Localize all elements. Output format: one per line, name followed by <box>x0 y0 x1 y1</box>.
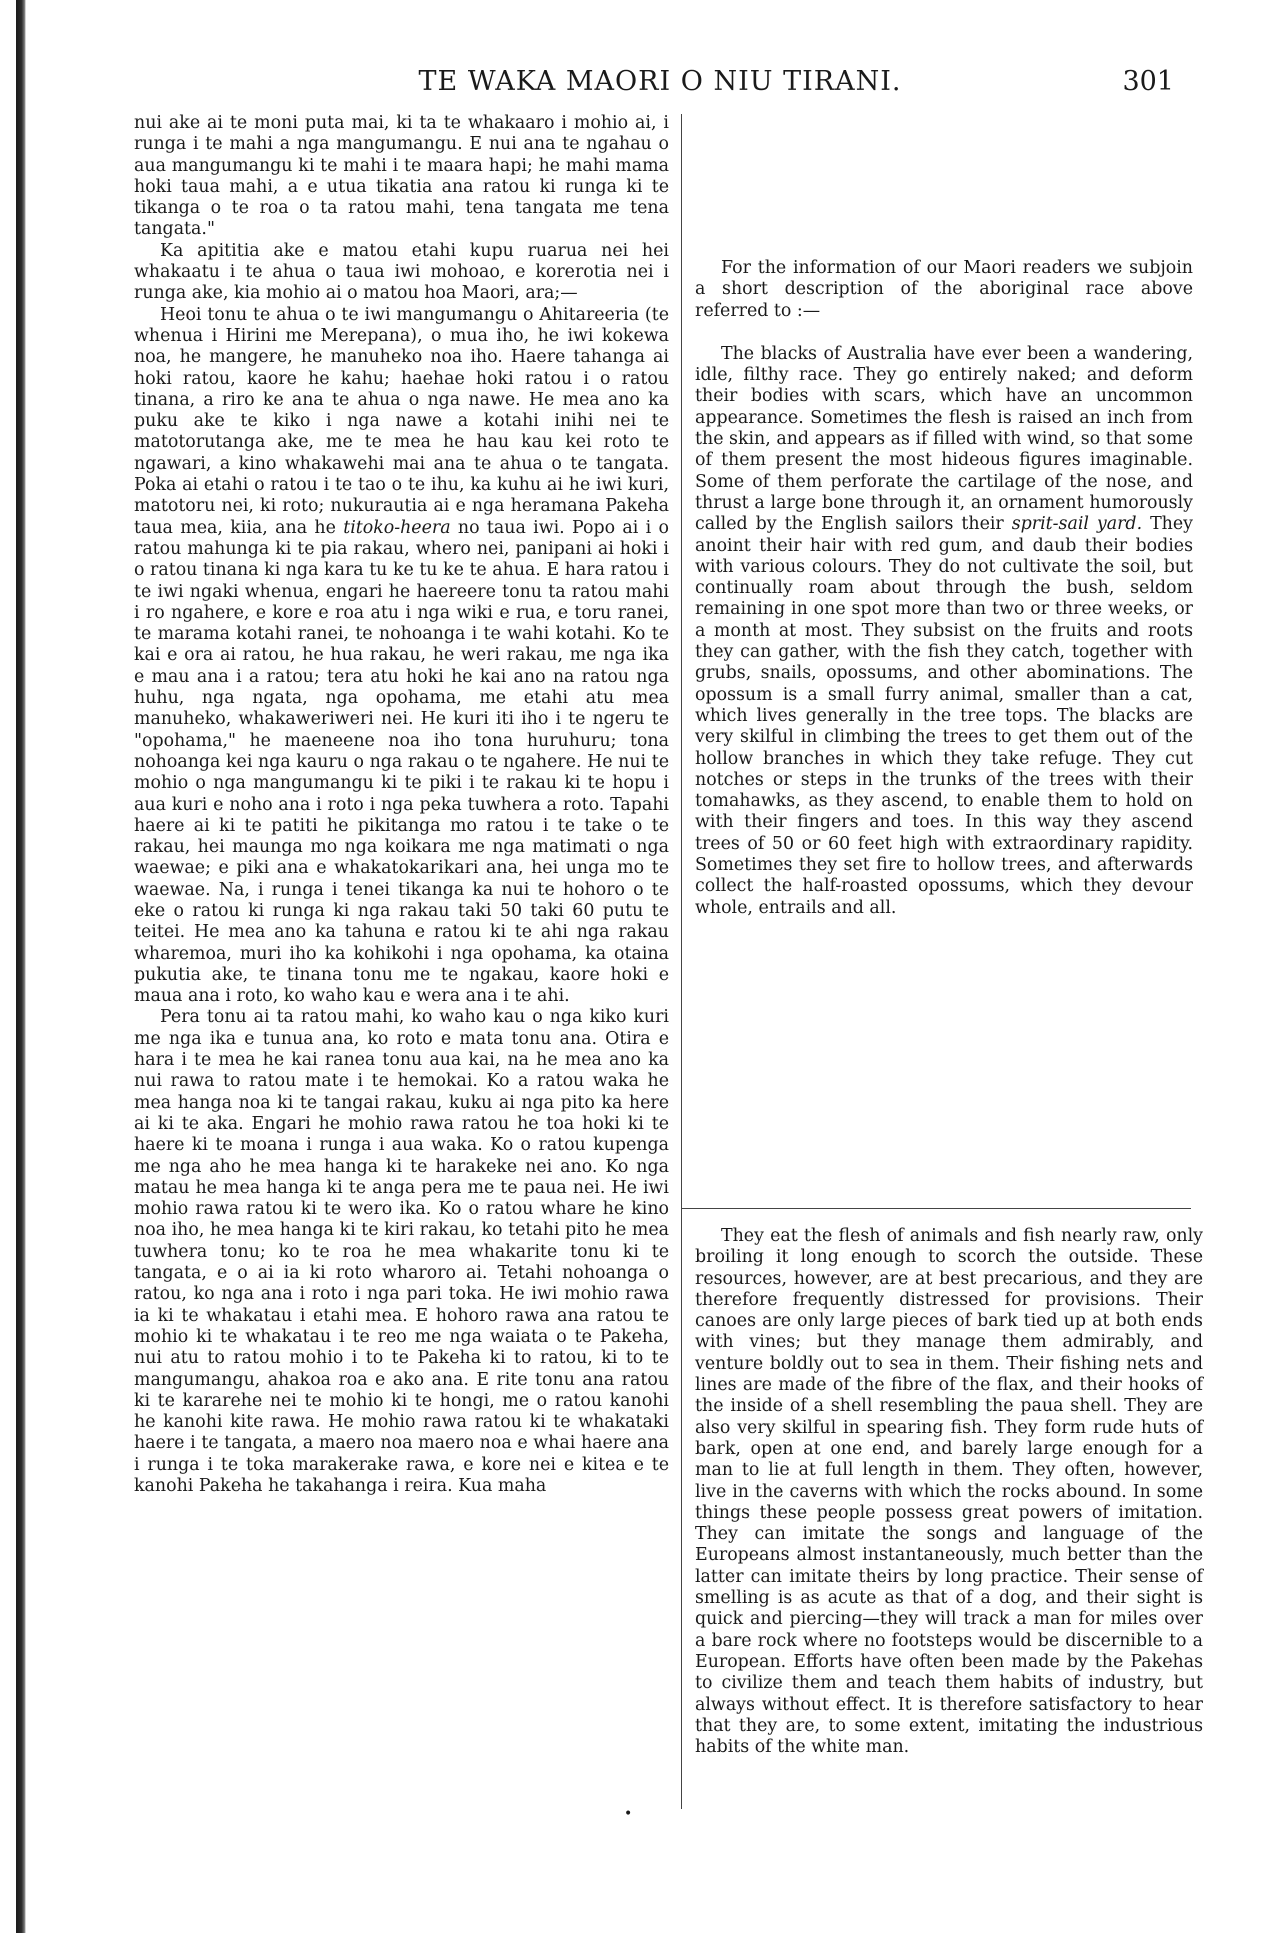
english-paragraph-2: They eat the flesh of animals and fish nearly raw, only broiling it long enough to scorch the outside. These resources, however, are at best precarious, and they are therefore frequently distressed for provisions. Their canoes are only large pieces of bark tied up at both ends with vines; but they manage them admirably, and venture boldly out to sea in them. Their fishing nets and lines are made of the fibre of the flax, and their hooks of the inside of a shell resembling the paua shell. They are also very skilful in spearing fish. They form rude huts of bark, open at one end, and barely large enough for a man to lie at full length in them. They often, however, live in the caverns with which the rocks abound. In some things these people possess great powers of imitation. They can imitate the songs and language of the Europeans almost instantaneously, much better than the latter can imitate theirs by long practice. Their sense of smelling is as acute as that of a dog, and their sight is quick and piercing—they will track a man for miles over a bare rock where no footsteps would be discernible to a European. Efforts have often been made by the Pakehas to civilize them and teach them habits of industry, but always without effect. It is therefore satisfactory to hear that they are, to some extent, imitating the industrious habits of the white man. <box>695 1226 1203 1758</box>
maori-paragraph-2: Ka apititia ake e matou etahi kupu ruarua nei hei whakaatu i te ahua o taua iwi mohoao, e korerotia nei i runga ake, kia mohio ai o matou hoa Maori, ara;— <box>134 240 669 304</box>
maori-paragraph-3-part-a: Heoi tonu te ahua o te iwi mangumangu o Ahitareeria (te whenua i Hirini me Merepana), o mua iho, he iwi kokewa noa, he mangere, he manuheko noa iho. Haere tahanga ai hoki ratou, kaore he kahu; haehae hoki ratou i o ratou tinana, a riro ke ana te ahua o nga nawe. He mea ano ka puku ake te kiko i nga nawe a kotahi inihi nei te matotorutanga ake, me te mea he hau kau kei roto te ngawari, a kino whakawehi mai ana te ahua o te tangata. Poka ai etahi o ratou i te tao o te ihu, ka kuhu ai he iwi kuri, matotoru nei, ki roto; nukurautia ai e nga heramana Pakeha taua mea, kiia, ana he <box>134 304 669 538</box>
page-number: 301 <box>1122 66 1174 97</box>
english-paragraph-1-part-a: The blacks of Australia have ever been a wandering, idle, filthy race. They go entirely naked; and deform their bodies with scars, which have an uncommon appearance. Sometimes the flesh is raised an inch from the skin, and appears as if filled with wind, so that some of them present the most hideous figures imaginable. Some of them perforate the cartilage of the nose, and thrust a large bone through it, an ornament humorously called by the English sailors their <box>695 343 1193 535</box>
journal-title: TE WAKA MAORI O NIU TIRANI. <box>418 66 902 97</box>
maori-paragraph-4: Pera tonu ai ta ratou mahi, ko waho kau o nga kiko kuri me nga ika e tunua ana, ko roto e mata tonu ana. Otira e hara i te mea he kai ranea tonu aua kai, na he mea ano ka nui rawa to ratou mate i te hemokai. Ko a ratou waka he mea hanga noa ki te tangai rakau, kuku ai nga pito ka here ai ki te aka. Engari he mohio rawa ratou he toa hoki ki te haere ki te moana i runga i aua waka. Ko o ratou kupenga me nga aho he mea hanga ki te harakeke nei ano. Ko nga matau he mea hanga ki te anga pera me te paua nei. He iwi mohio rawa ratou ki te wero ika. Ko o ratou whare he kino noa iho, he mea hanga ki te kiri rakau, ko tetahi pito he mea tuwhera tonu; ko te roa he mea whakarite tonu ki te tangata, e o ai ia ki roto wharoro ai. Tetahi nohoanga o ratou, ko nga ana i roto i nga pari toka. He iwi mohio rawa ia ki te whakatau i etahi mea. E hohoro rawa ana ratou te mohio ki te whakatau i te reo me nga waiata o te Pakeha, nui atu to ratou mohio i to te Pakeha ki to ratou, ki to te mangumangu, ahakoa roa e ako ana. E rite tonu ana ratou ki te kararehe nei te mohio ki te hongi, me o ratou kanohi he kanohi kite rawa. He mohio rawa ratou ki te whakataki haere i te tangata, a maero noa maero noa e whai haere ana i runga i te toka marakerake rawa, e kore nei e kitea e te kanohi Pakeha he takahanga i reira. Kua maha <box>134 1007 669 1496</box>
scan-edge-shadow <box>16 0 26 1933</box>
column-divider <box>681 114 682 1809</box>
maori-paragraph-1: nui ake ai te moni puta mai, ki ta te whakaaro i mohio ai, i runga i te mahi a nga mangumangu. E nui ana te ngahau o aua mangumangu ki te mahi i te maara hapi; he mahi mama hoki taua mahi, a e utua tikatia ana ratou ki runga ki te tikanga o te roa o ta ratou mahi, tena tangata me tena tangata." <box>134 113 669 240</box>
maori-paragraph-3 <box>134 305 669 1008</box>
english-italic-term: sprit-sail yard. <box>1011 514 1143 535</box>
section-divider <box>681 1208 1191 1209</box>
english-paragraph-1-part-b: They anoint their hair with red gum, and daub their bodies with various colours. They do not cultivate the soil, but continually roam about through the bush, seldom remaining in one spot more than two or three weeks, or a month at most. They subsist on the fruits and roots they can gather, with the fish they catch, together with grubs, snails, opossums, and other abominations. The opossum is a small furry animal, smaller than a cat, which lives generally in the tree tops. The blacks are very skilful in climbing the trees to get them out of the hollow branches in which they take refuge. They cut notches or steps in the trunks of the trees with their tomahawks, as they ascend, to enable them to hold on with their fingers and toes. In this way they ascend trees of 50 or 60 feet high with extraordinary rapidity. Sometimes they set fire to hollow trees, and afterwards collect the half-roasted opossums, which they devour whole, entrails and all. <box>695 514 1193 918</box>
print-mark: • <box>624 1806 633 1822</box>
maori-paragraph-3-part-b: no taua iwi. Popo ai i o ratou mahunga ki te pia rakau, whero nei, panipani ai hoki i o ratou tinana ki nga kara tu ke tu ke te ahua. E hara ratou i te iwi ngaki whenua, engari he haereere tonu ta ratou mahi i ro ngahere, e kore e roa atu i nga wiki e rua, e toru ranei, te marama kotahi ranei, te nohoanga i te wahi kotahi. Ko te kai e ora ai ratou, he hua rakau, he weri rakau, me nga ika e mau ana i a ratou; tera atu hoki he kai ano na ratou nga huhu, nga ngata, nga opohama, me etahi atu mea manuheko, whakaweriweri nei. He kuri iti iho i te ngeru te "opohama," he maeneene noa iho tona huruhuru; tona nohoanga kei nga kauru o nga rakau o te ngahere. He nui te mohio o nga mangumangu ki te piki i te rakau ki te hopu i aua kuri e noho ana i roto i nga peka tuwhera a roto. Tapahi haere ai ki te patiti he pikitanga mo ratou i te take o te rakau, hei maunga mo nga koikara me nga matimati o nga waewae; e piki ana e whakatokarikari ana, hei unga mo te waewae. Na, i runga i tenei tikanga ka nui te hohoro o te eke o ratou ki runga ki nga rakau taki 50 taki 60 putu te teitei. He mea ano ka tahuna e ratou ki te ahi nga rakau wharemoa, muri iho ka kohikohi i nga opohama, ka otaina pukutia ake, te tinana tonu me te ngakau, kaore hoki e maua ana i roto, ko waho kau e wera ana i te ahi. <box>134 517 670 1007</box>
english-paragraph-1 <box>695 344 1193 919</box>
maori-text-column <box>134 113 669 1497</box>
english-text-column-bottom <box>695 1226 1203 1758</box>
english-intro: For the information of our Maori readers we subjoin a short description of the aboriginal race above referred to :— <box>695 258 1193 321</box>
maori-italic-term: titoko-heera <box>343 517 451 538</box>
english-text-column-top <box>695 258 1193 919</box>
page-header <box>130 66 1190 106</box>
